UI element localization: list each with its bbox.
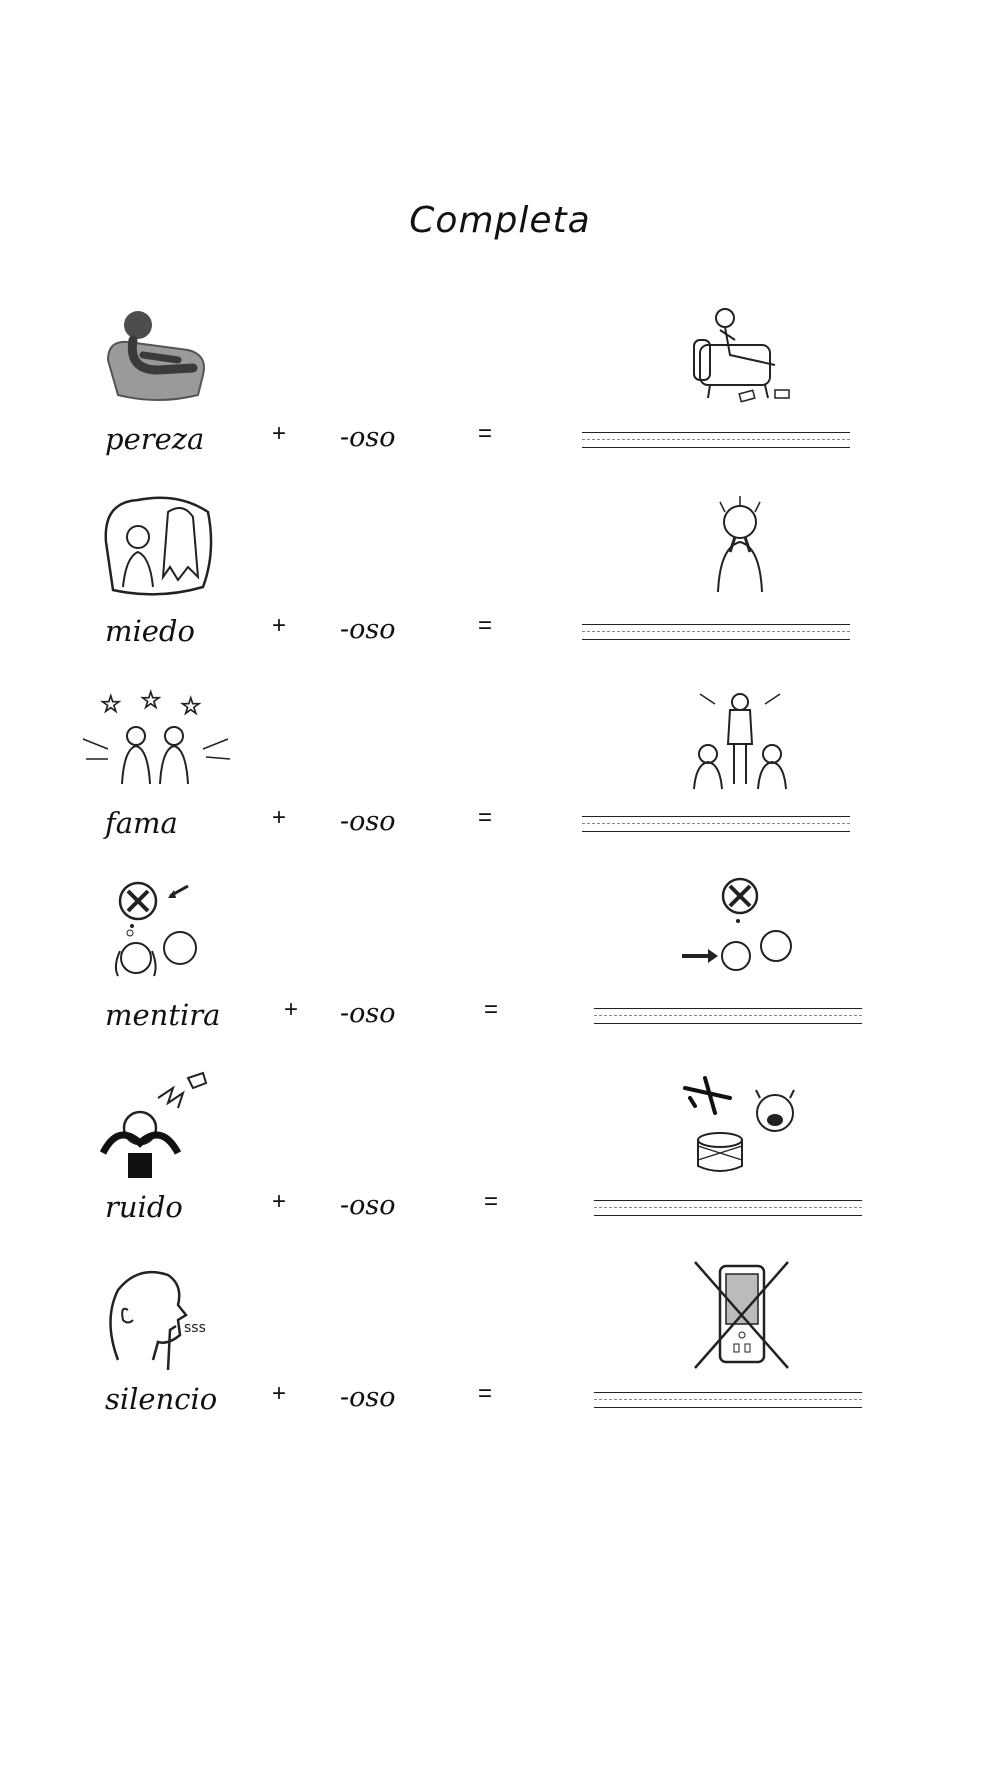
plus-sign: + bbox=[272, 420, 287, 447]
suffix: -oso bbox=[340, 614, 396, 645]
plus-sign: + bbox=[272, 1380, 287, 1407]
equals-sign: = bbox=[484, 1188, 499, 1215]
answer-writing-line[interactable] bbox=[582, 622, 850, 642]
exercise-row bbox=[0, 684, 1000, 864]
suffix: -oso bbox=[340, 998, 396, 1029]
page-title: Completa bbox=[409, 200, 591, 241]
answer-writing-line[interactable] bbox=[582, 430, 850, 450]
girl-liar-with-arrow-icon bbox=[680, 876, 800, 986]
answer-writing-line[interactable] bbox=[594, 1390, 862, 1410]
base-word: silencio bbox=[105, 1382, 218, 1416]
girl-lying-thought-bubble-icon bbox=[98, 876, 218, 986]
plus-sign: + bbox=[272, 804, 287, 831]
svg-text:☆: ☆ bbox=[180, 692, 202, 720]
celebrity-with-photographers-icon bbox=[680, 684, 800, 794]
suffix: -oso bbox=[340, 1382, 396, 1413]
exercise-row bbox=[0, 876, 1000, 1056]
equals-sign: = bbox=[478, 612, 493, 639]
svg-text:☆: ☆ bbox=[100, 690, 122, 718]
answer-writing-line[interactable] bbox=[582, 814, 850, 834]
equals-sign: = bbox=[478, 804, 493, 831]
base-word: pereza bbox=[105, 422, 205, 456]
base-word: mentira bbox=[105, 998, 221, 1032]
plus-sign: + bbox=[272, 612, 287, 639]
svg-text:☆: ☆ bbox=[140, 686, 162, 714]
person-lounging-in-armchair-icon bbox=[680, 300, 800, 410]
base-word: fama bbox=[105, 806, 178, 840]
famous-couple-with-stars-icon bbox=[78, 684, 238, 794]
exercise-row bbox=[0, 300, 1000, 480]
base-word: miedo bbox=[105, 614, 195, 648]
equals-sign: = bbox=[484, 996, 499, 1023]
suffix: -oso bbox=[340, 1190, 396, 1221]
svg-text:sss: sss bbox=[184, 1320, 206, 1336]
equals-sign: = bbox=[478, 420, 493, 447]
no-phone-silence-icon bbox=[680, 1260, 800, 1370]
suffix: -oso bbox=[340, 422, 396, 453]
person-covering-ears-noise-icon bbox=[98, 1068, 218, 1178]
person-shushing-icon bbox=[98, 1260, 218, 1370]
exercise-row bbox=[0, 1068, 1000, 1248]
child-scared-by-ghost-icon bbox=[98, 492, 218, 602]
base-word: ruido bbox=[105, 1190, 183, 1224]
suffix: -oso bbox=[340, 806, 396, 837]
exercise-row bbox=[0, 492, 1000, 672]
lazy-person-in-armchair-icon bbox=[98, 300, 218, 410]
plus-sign: + bbox=[272, 1188, 287, 1215]
answer-writing-line[interactable] bbox=[594, 1006, 862, 1026]
answer-writing-line[interactable] bbox=[594, 1198, 862, 1218]
exercise-row bbox=[0, 1260, 1000, 1440]
plus-sign: + bbox=[284, 996, 299, 1023]
equals-sign: = bbox=[478, 1380, 493, 1407]
plane-drum-loud-noise-icon bbox=[680, 1068, 800, 1178]
frightened-child-icon bbox=[680, 492, 800, 602]
